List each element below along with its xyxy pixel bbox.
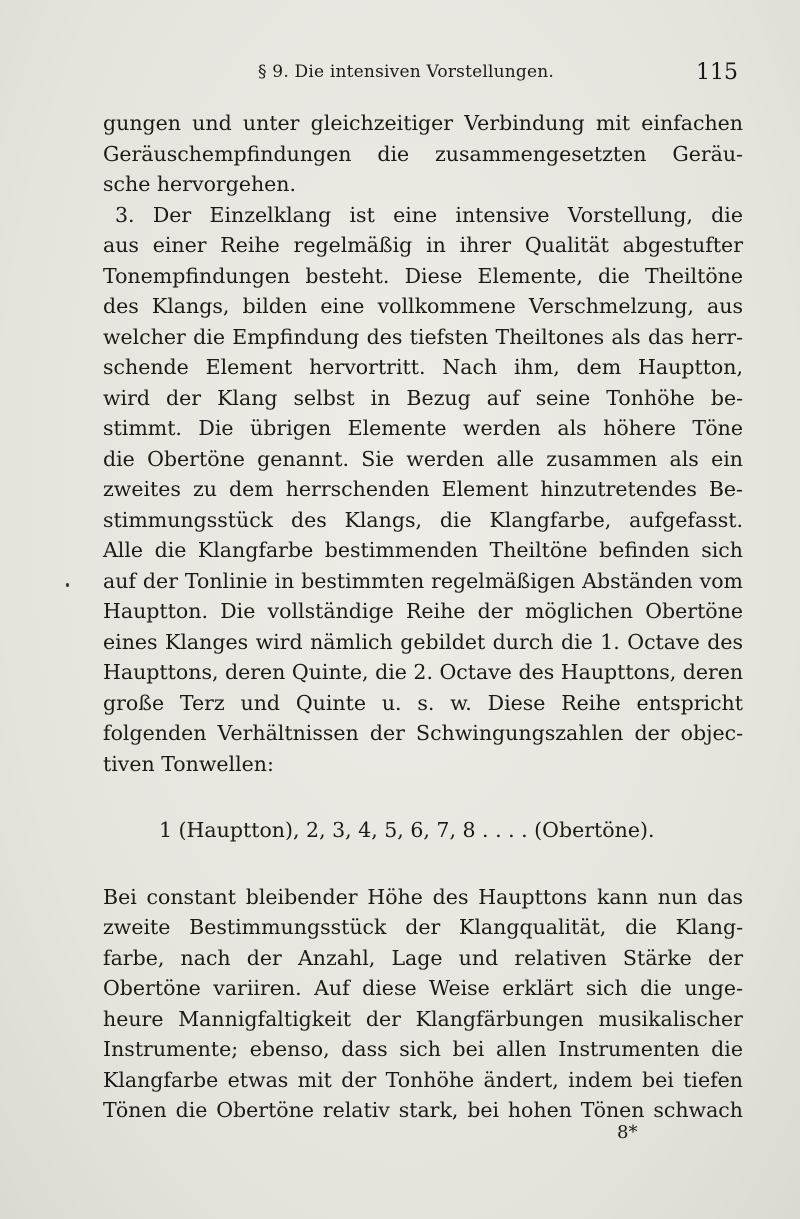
text-line: schende Element hervortritt. Nach ihm, dem Hauptton, bbox=[103, 355, 743, 379]
text-line: Bei constant bleibender Höhe des Haupttons kann nun das bbox=[103, 884, 743, 909]
text-line: folgenden Verhältnissen der Schwingungszahlen der objec- bbox=[103, 721, 743, 745]
text-line: gungen und unter gleichzeitiger Verbindung mit einfachen bbox=[103, 111, 743, 135]
running-title: § 9. Die intensiven Vorstellungen. bbox=[258, 62, 555, 82]
text-line: Haupttons, deren Quinte, die 2. Octave des Haupttons, deren bbox=[103, 660, 744, 684]
page-number: 115 bbox=[696, 60, 738, 85]
text-line: die Obertöne genannt. Sie werden alle zusammen als ein bbox=[103, 446, 743, 471]
text-line: stimmungsstück des Klangs, die Klangfarbe, aufgefasst. bbox=[103, 507, 743, 532]
text-line: zweites zu dem herrschenden Element hinzutretendes Be- bbox=[103, 477, 743, 501]
text-line: Hauptton. Die vollständige Reihe der möglichen Obertöne bbox=[103, 599, 743, 623]
text-line: Obertöne variiren. Auf diese Weise erklärt sich die unge- bbox=[103, 976, 743, 1000]
text-line: welcher die Empfindung des tiefsten Theiltones als das herr- bbox=[103, 324, 743, 349]
text-line: aus einer Reihe regelmäßig in ihrer Qualität abgestufter bbox=[103, 233, 743, 257]
text-line: Klangfarbe etwas mit der Tonhöhe ändert, indem bei tiefen bbox=[103, 1067, 743, 1092]
text-line: farbe, nach der Anzahl, Lage und relativen Stärke der bbox=[103, 945, 743, 970]
text-line: Instrumente; ebenso, dass sich bei allen Instrumenten die bbox=[103, 1037, 743, 1061]
text-line: Tönen die Obertöne relativ stark, bei hohen Tönen schwach bbox=[103, 1098, 743, 1122]
text-line: große Terz und Quinte u. s. w. Diese Reihe entspricht bbox=[103, 690, 743, 715]
harmonic-series-formula: 1 (Hauptton), 2, 3, 4, 5, 6, 7, 8 . . . . (Obertöne). bbox=[159, 818, 655, 842]
text-line: Alle die Klangfarbe bestimmenden Theiltöne befinden sich bbox=[103, 538, 743, 562]
text-line: eines Klanges wird nämlich gebildet durch die 1. Octave des bbox=[103, 629, 743, 654]
text-line: heure Mannigfaltigkeit der Klangfärbungen musikalischer bbox=[103, 1006, 743, 1031]
text-line: auf der Tonlinie in bestimmten regelmäßigen Abständen vom bbox=[103, 568, 743, 593]
text-line: sche hervorgehen. bbox=[103, 172, 297, 196]
text-line: wird der Klang selbst in Bezug auf seine Tonhöhe be- bbox=[103, 385, 743, 410]
signature-mark: 8* bbox=[617, 1122, 638, 1143]
text-line: des Klangs, bilden eine vollkommene Verschmelzung, aus bbox=[103, 294, 743, 318]
text-line: stimmt. Die übrigen Elemente werden als höhere Töne bbox=[103, 416, 743, 440]
ink-speck bbox=[66, 583, 69, 587]
text-line: 3. Der Einzelklang ist eine intensive Vorstellung, die bbox=[115, 202, 743, 227]
text-line: Tonempfindungen besteht. Diese Elemente, die Theiltöne bbox=[103, 263, 743, 288]
body-text bbox=[103, 108, 743, 1126]
text-line: Geräuschempfindungen die zusammengesetzten Geräu- bbox=[103, 141, 743, 166]
page-header bbox=[100, 60, 740, 90]
text-line: zweite Bestimmungsstück der Klangqualität, die Klang- bbox=[103, 915, 743, 939]
text-line: tiven Tonwellen: bbox=[103, 751, 274, 776]
